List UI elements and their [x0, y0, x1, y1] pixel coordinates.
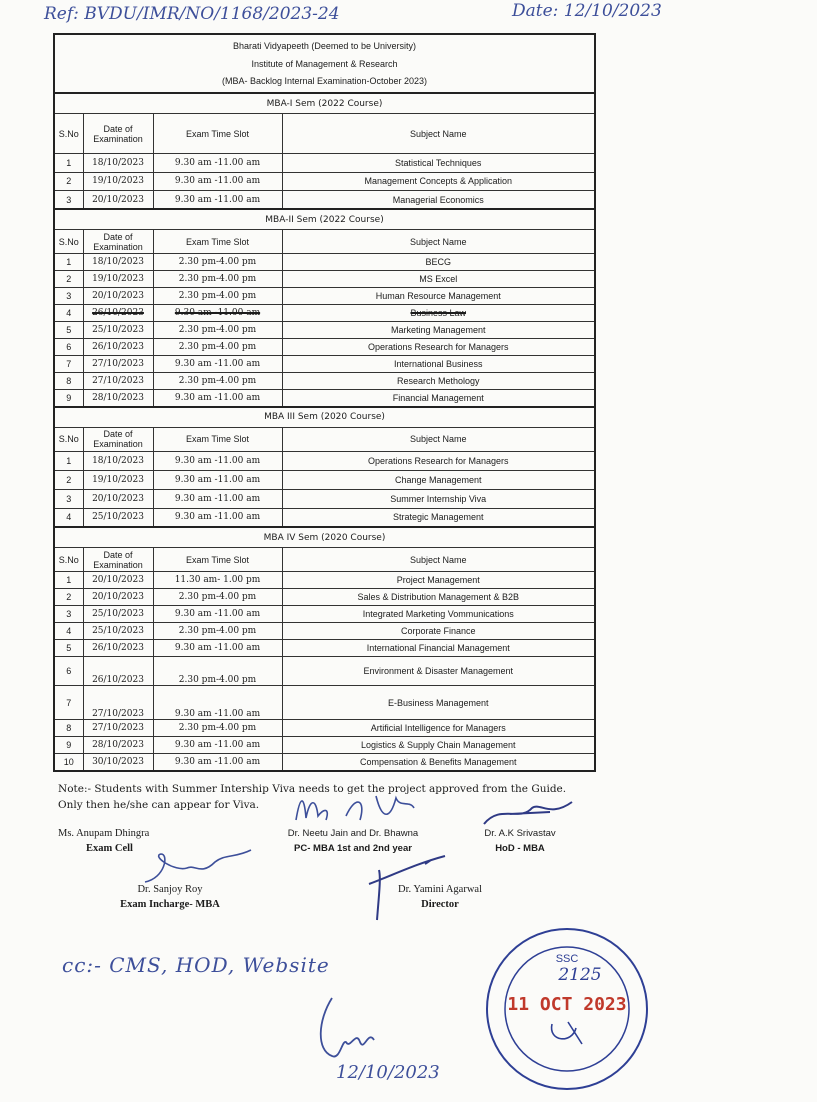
cell-sno: 1: [54, 154, 83, 173]
cell-sno: 7: [54, 356, 83, 373]
cell-sno: 6: [54, 657, 83, 686]
sno-header: S.No: [54, 230, 83, 254]
signatory-role: Exam Incharge- MBA: [120, 899, 220, 910]
cell-time: 9.30 am -11.00 am: [153, 305, 282, 322]
table-row: [54, 640, 595, 657]
cell-subject: Environment & Disaster Management: [282, 657, 595, 686]
subject-header: Subject Name: [282, 427, 595, 451]
university-name: Bharati Vidyapeeth (Deemed to be University): [54, 34, 595, 57]
sno-header: S.No: [54, 548, 83, 572]
cc-distribution: cc:- CMS, HOD, Website: [62, 953, 330, 977]
cell-date: 27/10/2023: [83, 720, 153, 737]
cell-subject: Integrated Marketing Vommunications: [282, 606, 595, 623]
semester-title-row: [54, 407, 595, 428]
cell-subject: Financial Management: [282, 390, 595, 407]
cell-time: 9.30 am -11.00 am: [153, 451, 282, 470]
cell-time: 2.30 pm-4.00 pm: [153, 720, 282, 737]
column-header-row: [54, 114, 595, 154]
cell-time: 9.30 am -11.00 am: [153, 356, 282, 373]
cell-date: 25/10/2023: [83, 322, 153, 339]
column-header-row: [54, 427, 595, 451]
cell-sno: 1: [54, 254, 83, 271]
time-header: Exam Time Slot: [153, 427, 282, 451]
table-row: [54, 754, 595, 771]
table-row: [54, 606, 595, 623]
cell-subject: International Financial Management: [282, 640, 595, 657]
cell-subject: BECG: [282, 254, 595, 271]
cell-sno: 3: [54, 606, 83, 623]
semester-title-row: [54, 527, 595, 548]
cell-sno: 10: [54, 754, 83, 771]
cell-subject: Project Management: [282, 572, 595, 589]
cell-date: 26/10/2023: [83, 640, 153, 657]
table-row: [54, 623, 595, 640]
cell-date: 28/10/2023: [83, 737, 153, 754]
signatory-role: PC- MBA 1st and 2nd year: [294, 843, 412, 854]
table-row: [54, 172, 595, 191]
cell-sno: 1: [54, 451, 83, 470]
cell-time: 9.30 am -11.00 am: [153, 754, 282, 771]
cell-sno: 8: [54, 720, 83, 737]
cell-subject: Statistical Techniques: [282, 154, 595, 173]
table-row: [54, 451, 595, 470]
cell-sno: 9: [54, 390, 83, 407]
cell-date: 30/10/2023: [83, 754, 153, 771]
cell-date: 25/10/2023: [83, 623, 153, 640]
cell-subject: Change Management: [282, 470, 595, 489]
table-row: [54, 470, 595, 489]
column-header-row: [54, 230, 595, 254]
cell-time: 2.30 pm-4.00 pm: [153, 288, 282, 305]
table-row: [54, 657, 595, 686]
cell-time: 9.30 am -11.00 am: [153, 154, 282, 173]
cell-sno: 2: [54, 470, 83, 489]
initials-signature: [312, 990, 402, 1070]
cell-time: 2.30 pm-4.00 pm: [153, 339, 282, 356]
cell-time: 9.30 am -11.00 am: [153, 191, 282, 210]
signatory-hod: [470, 828, 570, 854]
cell-sno: 5: [54, 640, 83, 657]
signatory-role: Director: [421, 899, 459, 910]
time-header: Exam Time Slot: [153, 548, 282, 572]
signatory-role: HoD - MBA: [495, 843, 545, 854]
cell-sno: 4: [54, 508, 83, 527]
table-row: [54, 305, 595, 322]
cell-subject: Operations Research for Managers: [282, 339, 595, 356]
table-row: [54, 390, 595, 407]
semester-title: MBA IV Sem (2020 Course): [54, 527, 595, 548]
viva-note: Note:- Students with Summer Intership Viva needs to get the project approved from the Guide. Only then he/she can appear for Viva.: [58, 783, 567, 811]
reference-number: Ref: BVDU/IMR/NO/1168/2023-24: [44, 4, 340, 24]
table-row: [54, 322, 595, 339]
cell-sno: 4: [54, 305, 83, 322]
table-row: [54, 572, 595, 589]
cell-subject: Artificial Intelligence for Managers: [282, 720, 595, 737]
cell-subject: Research Methology: [282, 373, 595, 390]
table-row: [54, 720, 595, 737]
cell-subject: Managerial Economics: [282, 191, 595, 210]
cell-sno: 8: [54, 373, 83, 390]
cell-time: 2.30 pm-4.00 pm: [153, 623, 282, 640]
cell-date: 20/10/2023: [83, 572, 153, 589]
signatory-incharge: [105, 884, 235, 910]
cell-subject: E-Business Management: [282, 686, 595, 720]
table-row: [54, 339, 595, 356]
cell-date: 26/10/2023: [83, 657, 153, 686]
cell-date: 20/10/2023: [83, 191, 153, 210]
cell-time: 9.30 am -11.00 am: [153, 470, 282, 489]
received-stamp: [482, 924, 652, 1094]
cell-date: 20/10/2023: [83, 288, 153, 305]
pc-signature-mark: [286, 790, 436, 830]
cell-time: 2.30 pm-4.00 pm: [153, 589, 282, 606]
subject-header: Subject Name: [282, 114, 595, 154]
cell-time: 9.30 am -11.00 am: [153, 489, 282, 508]
semester-title-row: [54, 93, 595, 114]
signatory-director: [385, 884, 495, 910]
hod-signature-mark: [480, 798, 580, 828]
cell-time: 9.30 am -11.00 am: [153, 686, 282, 720]
exam-timetable: [53, 33, 596, 772]
cell-subject: Human Resource Management: [282, 288, 595, 305]
cell-date: 19/10/2023: [83, 271, 153, 288]
time-header: Exam Time Slot: [153, 114, 282, 154]
cell-sno: 3: [54, 191, 83, 210]
cell-sno: 2: [54, 172, 83, 191]
signatory-name: Dr. Sanjoy Roy: [137, 884, 203, 895]
signatory-name: Dr. Neetu Jain and Dr. Bhawna: [287, 828, 419, 839]
cell-date: 25/10/2023: [83, 508, 153, 527]
table-row: [54, 489, 595, 508]
cell-date: 20/10/2023: [83, 489, 153, 508]
cell-time: 9.30 am -11.00 am: [153, 390, 282, 407]
cell-subject: International Business: [282, 356, 595, 373]
cell-date: 26/10/2023: [83, 339, 153, 356]
cell-sno: 1: [54, 572, 83, 589]
table-row: [54, 356, 595, 373]
table-row: [54, 154, 595, 173]
sno-header: S.No: [54, 427, 83, 451]
cell-subject: Compensation & Benefits Management: [282, 754, 595, 771]
cell-time: 11.30 am- 1.00 pm: [153, 572, 282, 589]
subject-header: Subject Name: [282, 230, 595, 254]
date-header: Date of Examination: [83, 114, 153, 154]
cell-subject: Summer Internship Viva: [282, 489, 595, 508]
stamp-date: 11 OCT 2023: [507, 994, 627, 1015]
handwritten-date: 12/10/2023: [336, 1062, 440, 1083]
cell-time: 9.30 am -11.00 am: [153, 172, 282, 191]
cell-date: 25/10/2023: [83, 606, 153, 623]
table-row: [54, 254, 595, 271]
cell-subject: Operations Research for Managers: [282, 451, 595, 470]
table-row: [54, 271, 595, 288]
table-row: [54, 686, 595, 720]
cell-time: 9.30 am -11.00 am: [153, 606, 282, 623]
sno-header: S.No: [54, 114, 83, 154]
table-row: [54, 737, 595, 754]
column-header-row: [54, 548, 595, 572]
cell-date: 18/10/2023: [83, 451, 153, 470]
incharge-signature-mark: [135, 848, 255, 888]
cell-sno: 6: [54, 339, 83, 356]
exam-title: (MBA- Backlog Internal Examination-October 2023): [54, 70, 595, 93]
cell-date: 28/10/2023: [83, 390, 153, 407]
cell-date: 27/10/2023: [83, 686, 153, 720]
cell-date: 27/10/2023: [83, 356, 153, 373]
cell-sno: 3: [54, 489, 83, 508]
cell-date: 19/10/2023: [83, 172, 153, 191]
cell-subject: Corporate Finance: [282, 623, 595, 640]
signatory-pc: [278, 828, 428, 854]
cell-date: 19/10/2023: [83, 470, 153, 489]
table-row: [54, 373, 595, 390]
signatory-name: Dr. Yamini Agarwal: [398, 884, 482, 895]
cell-sno: 3: [54, 288, 83, 305]
cell-sno: 4: [54, 623, 83, 640]
cell-time: 9.30 am -11.00 am: [153, 640, 282, 657]
institute-name: Institute of Management & Research: [54, 57, 595, 70]
cell-subject: MS Excel: [282, 271, 595, 288]
table-row: [54, 288, 595, 305]
cell-subject: Logistics & Supply Chain Management: [282, 737, 595, 754]
cell-sno: 5: [54, 322, 83, 339]
cell-subject: Management Concepts & Application: [282, 172, 595, 191]
signatory-name: Dr. A.K Srivastav: [484, 828, 556, 839]
date-header: Date of Examination: [83, 548, 153, 572]
table-row: [54, 508, 595, 527]
cell-subject: Strategic Management: [282, 508, 595, 527]
cell-sno: 9: [54, 737, 83, 754]
table-row: [54, 589, 595, 606]
stamp-number: 2125: [558, 965, 602, 985]
semester-title: MBA-I Sem (2022 Course): [54, 93, 595, 114]
cell-date: 27/10/2023: [83, 373, 153, 390]
reference-date: Date: 12/10/2023: [512, 1, 662, 21]
cell-date: 18/10/2023: [83, 254, 153, 271]
table-row: [54, 191, 595, 210]
date-header: Date of Examination: [83, 230, 153, 254]
cell-date: 26/10/2023: [83, 305, 153, 322]
signatory-name: Ms. Anupam Dhingra: [58, 828, 150, 839]
cell-date: 18/10/2023: [83, 154, 153, 173]
date-header: Date of Examination: [83, 427, 153, 451]
cell-time: 2.30 pm-4.00 pm: [153, 373, 282, 390]
cell-sno: 7: [54, 686, 83, 720]
semester-title: MBA-II Sem (2022 Course): [54, 209, 595, 230]
semester-title-row: [54, 209, 595, 230]
cell-subject: Marketing Management: [282, 322, 595, 339]
cell-time: 2.30 pm-4.00 pm: [153, 322, 282, 339]
signatory-role: Exam Cell: [86, 843, 133, 854]
cell-time: 2.30 pm-4.00 pm: [153, 254, 282, 271]
cell-date: 20/10/2023: [83, 589, 153, 606]
cell-time: 9.30 am -11.00 am: [153, 508, 282, 527]
cell-subject: Sales & Distribution Management & B2B: [282, 589, 595, 606]
subject-header: Subject Name: [282, 548, 595, 572]
cell-sno: 2: [54, 589, 83, 606]
stamp-org: SSC: [555, 953, 579, 965]
time-header: Exam Time Slot: [153, 230, 282, 254]
semester-title: MBA III Sem (2020 Course): [54, 407, 595, 428]
director-signature-mark: [365, 854, 475, 922]
cell-sno: 2: [54, 271, 83, 288]
cell-subject: Business Law: [282, 305, 595, 322]
cell-time: 2.30 pm-4.00 pm: [153, 271, 282, 288]
cell-time: 2.30 pm-4.00 pm: [153, 657, 282, 686]
cell-time: 9.30 am -11.00 am: [153, 737, 282, 754]
